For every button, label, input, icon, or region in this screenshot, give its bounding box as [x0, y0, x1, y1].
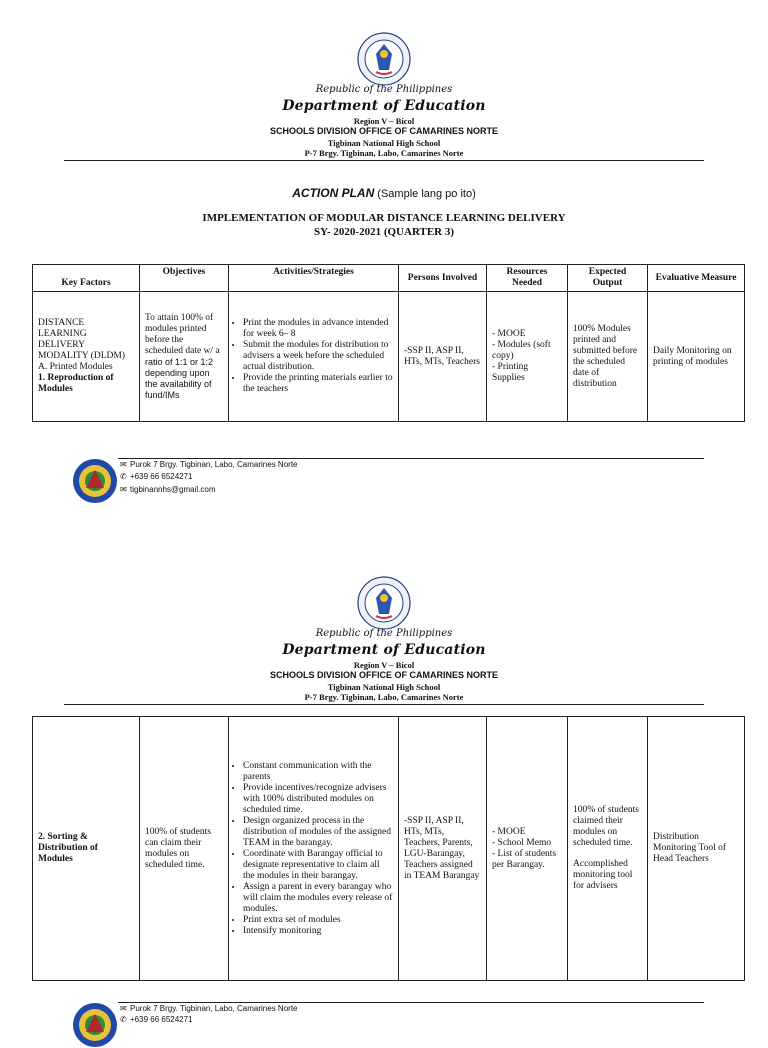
- evaluative-cell: Distribution Monitoring Tool of Head Teachers: [648, 717, 745, 981]
- email-icon: ✉: [120, 485, 127, 494]
- activities-cell: [229, 292, 399, 422]
- resource-item: - MOOE: [492, 826, 526, 837]
- col-resources: Resources Needed: [487, 265, 568, 292]
- col-activities: Activities/Strategies: [229, 265, 399, 292]
- resources-cell: [487, 717, 568, 981]
- school-name: Tigbinan National High School: [327, 138, 441, 148]
- evaluative-cell: Daily Monitoring on printing of modules: [648, 292, 745, 422]
- key-factor-item: 1. Reproduction of Modules: [38, 373, 114, 394]
- mailbox-icon: ✉: [120, 460, 127, 469]
- activity-item: • Constant communication with the parents: [243, 761, 393, 783]
- activity-item: • Design organized process in the distribution of modules of the assigned TEAM in the barangay.: [243, 816, 393, 849]
- activity-item: • Print extra set of modules: [243, 915, 393, 926]
- republic-text: Republic of the Philippines: [315, 628, 453, 639]
- division-text: SCHOOLS DIVISION OFFICE OF CAMARINES NORTE: [269, 670, 498, 680]
- objective-text: To attain 100% of modules printed before the scheduled date w/ a: [145, 312, 220, 356]
- table-row: [33, 292, 745, 422]
- resource-item: - MOOE: [492, 329, 526, 339]
- persons-cell: -SSP II, ASP II, HTs, MTs, Teachers, Parents, LGU-Barangay, Teachers assigned in TEAM Barangay: [399, 717, 487, 981]
- school-logo-icon: [72, 458, 118, 504]
- school-address: P-7 Brgy. Tigbinan, Labo, Camarines Norte: [304, 692, 464, 702]
- col-key-factors: Key Factors: [33, 265, 140, 292]
- action-plan-table-2: [32, 716, 745, 981]
- resource-item: - Printing Supplies: [492, 362, 529, 383]
- action-plan-title: [0, 186, 768, 200]
- key-factor-cell: 2. Sorting & Distribution of Modules: [33, 717, 140, 981]
- objective-text-sans: ratio of 1:1 or 1:2 depending upon the availability of fund/IMs: [145, 356, 214, 400]
- key-factor-line: LEARNING: [38, 329, 87, 339]
- footer-address-text: Purok 7 Brgy. Tigbinan, Labo, Camarines Norte: [130, 460, 298, 469]
- mailbox-icon: ✉: [120, 1004, 127, 1013]
- output-text: 100% of students claimed their modules on scheduled time.: [573, 805, 639, 848]
- plan-title-line2: SY- 2020-2021 (QUARTER 3): [313, 226, 455, 238]
- school-logo-icon: [72, 1002, 118, 1048]
- activity-item: • Assign a parent in every barangay who will claim the modules every release of modules.: [243, 882, 393, 915]
- footer-phone: [120, 471, 193, 483]
- phone-icon: ✆: [120, 472, 127, 481]
- activity-item: • Provide the printing materials earlier to the teachers: [243, 373, 393, 395]
- col-persons: Persons Involved: [399, 265, 487, 292]
- department-title: Department of Education: [282, 98, 486, 114]
- region-text: Region V – Bicol: [353, 116, 415, 126]
- footer-phone-text: +639 66 6524271: [130, 472, 193, 481]
- persons-cell: -SSP II, ASP II, HTs, MTs, Teachers: [399, 292, 487, 422]
- department-title: Department of Education: [282, 642, 486, 658]
- republic-text: Republic of the Philippines: [315, 84, 453, 95]
- footer-email: [120, 484, 216, 496]
- table-row: [33, 717, 745, 981]
- output-cell: [568, 717, 648, 981]
- activities-cell: [229, 717, 399, 981]
- footer-email-text: tigbinannhs@gmail.com: [130, 485, 216, 494]
- key-factor-cell: [33, 292, 140, 422]
- school-address: P-7 Brgy. Tigbinan, Labo, Camarines Norte: [304, 148, 464, 158]
- footer-phone-text: +639 66 6524271: [130, 1015, 193, 1024]
- header-divider: [64, 704, 704, 705]
- footer-phone: [120, 1014, 193, 1024]
- header-divider: [64, 160, 704, 161]
- key-factor-line: MODALITY (DLDM): [38, 351, 125, 361]
- action-plan-note: (Sample lang po ito): [377, 188, 476, 200]
- school-name: Tigbinan National High School: [327, 682, 441, 692]
- footer-address-text: Purok 7 Brgy. Tigbinan, Labo, Camarines Norte: [130, 1004, 298, 1013]
- deped-seal-icon: [357, 32, 411, 86]
- col-evaluative: Evaluative Measure: [648, 265, 745, 292]
- region-text: Region V – Bicol: [353, 660, 415, 670]
- action-plan-label: ACTION PLAN: [292, 186, 375, 200]
- resource-item: - School Memo: [492, 837, 552, 848]
- division-text: SCHOOLS DIVISION OFFICE OF CAMARINES NORTE: [269, 126, 498, 136]
- activity-item: • Coordinate with Barangay official to designate representative to claim all the modules in their barangay.: [243, 849, 393, 882]
- col-output: Expected Output: [568, 265, 648, 292]
- key-factor-line: A. Printed Modules: [38, 362, 113, 372]
- key-factor-line: DELIVERY: [38, 340, 85, 350]
- output-text: Accomplished monitoring tool for advisers: [573, 859, 633, 891]
- resource-item: - Modules (soft copy): [492, 340, 551, 361]
- phone-icon: ✆: [120, 1015, 127, 1024]
- activity-item: • Provide incentives/recognize advisers with 100% distributed modules on scheduled time.: [243, 783, 393, 816]
- activity-item: • Submit the modules for distribution to advisers a week before the scheduled actual distribution.: [243, 340, 393, 373]
- output-cell: 100% Modules printed and submitted before the scheduled date of distribution: [568, 292, 648, 422]
- key-factor-line: DISTANCE: [38, 318, 85, 328]
- resource-item: - List of students per Barangay.: [492, 848, 557, 870]
- objective-cell: [140, 292, 229, 422]
- footer-address: [120, 459, 298, 471]
- activity-item: • Print the modules in advance intended for week 6– 8: [243, 318, 393, 340]
- resources-cell: [487, 292, 568, 422]
- activity-item: • Intensify monitoring: [243, 926, 393, 937]
- plan-title-line1: IMPLEMENTATION OF MODULAR DISTANCE LEARNING DELIVERY: [202, 212, 566, 224]
- deped-seal-icon: [357, 576, 411, 630]
- col-objectives: Objectives: [140, 265, 229, 292]
- action-plan-table-1: [32, 264, 745, 422]
- objective-cell: 100% of students can claim their modules on scheduled time.: [140, 717, 229, 981]
- table-header-row: [33, 265, 745, 292]
